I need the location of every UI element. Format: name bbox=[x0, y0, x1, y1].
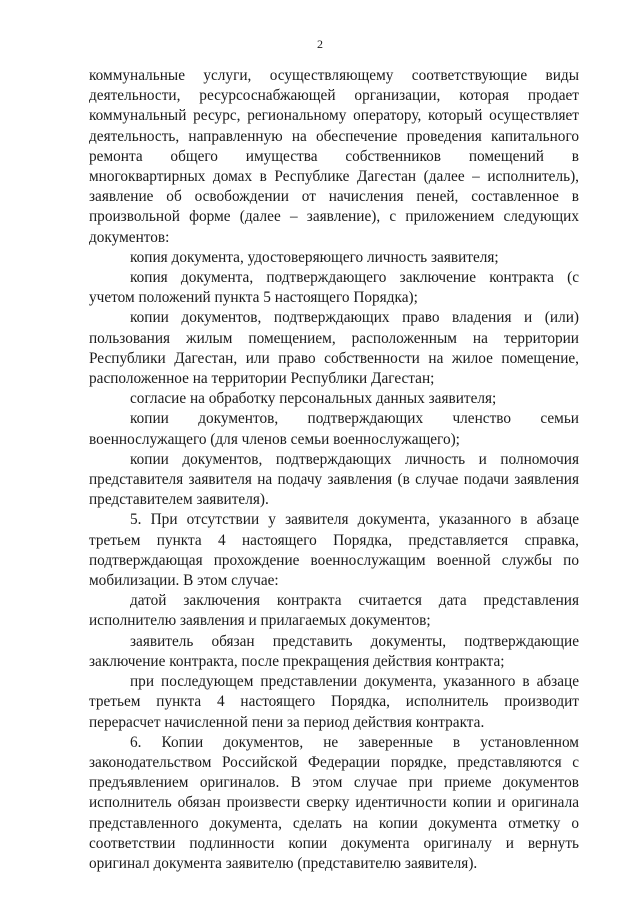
paragraph-clause-6: 6. Копии документов, не заверенные в установленном законодательством Российской Федерации порядке, представляются с предъявлением оригиналов. В этом случае при приеме документов исполнитель обязан произвести сверку идентичности копии и оригинала представленного документа, сделать на копии документа отметку о соответствии подлинности копии документа оригиналу и вернуть оригинал документа заявителю (представителю заявителя). bbox=[89, 733, 579, 872]
paragraph-list-item: датой заключения контракта считается дата представления исполнителю заявления и прилагаемых документов; bbox=[89, 592, 579, 630]
paragraph-list-item: согласие на обработку персональных данных заявителя; bbox=[130, 390, 497, 408]
paragraph-continuation: коммунальные услуги, осуществляющему соответствующие виды деятельности, ресурсоснабжающей организации, которая продает коммунальный ресурс, региональному оператору, который осуществляет деятельность, направленную на обеспечение проведения капитального ремонта общего имущества собственников помещений в многоквартирных домах в Республике Дагестан (далее – исполнитель), заявление об освобождении от начисления пеней, составленное в произвольной форме (далее – заявление), с приложением следующих документов: bbox=[89, 67, 579, 246]
paragraph-list-item: копия документа, подтверждающего заключение контракта (с учетом положений пункта 5 настоящего Порядка); bbox=[89, 269, 579, 307]
paragraph-list-item: копии документов, подтверждающих личность и полномочия представителя заявителя на подачу заявления (в случае подачи заявления представителем заявителя). bbox=[89, 450, 579, 509]
paragraph-list-item: заявитель обязан представить документы, подтверждающие заключение контракта, после прекращения действия контракта; bbox=[89, 632, 579, 670]
document-body bbox=[89, 66, 579, 874]
page-number: 2 bbox=[317, 37, 323, 51]
paragraph-list-item: при последующем представлении документа, указанного в абзаце третьем пункта 4 настоящего Порядка, исполнитель производит перерасчет начисленной пени за период действия контракта. bbox=[89, 673, 579, 731]
paragraph-clause-5: 5. При отсутствии у заявителя документа, указанного в абзаце третьем пункта 4 настоящего Порядка, представляется справка, подтверждающая прохождение военнослужащим военной службы по мобилизации. В этом случае: bbox=[89, 511, 579, 590]
paragraph-list-item: копии документов, подтверждающих членство семьи военнослужащего (для членов семьи военнослужащего); bbox=[89, 410, 579, 448]
paragraph-list-item: копии документов, подтверждающих право владения и (или) пользования жилым помещением, расположенным на территории Республики Дагестан, или право собственности на жилое помещение, расположенное на территории Республики Дагестан; bbox=[89, 309, 579, 388]
paragraph-list-item: копия документа, удостоверяющего личность заявителя; bbox=[130, 248, 499, 266]
